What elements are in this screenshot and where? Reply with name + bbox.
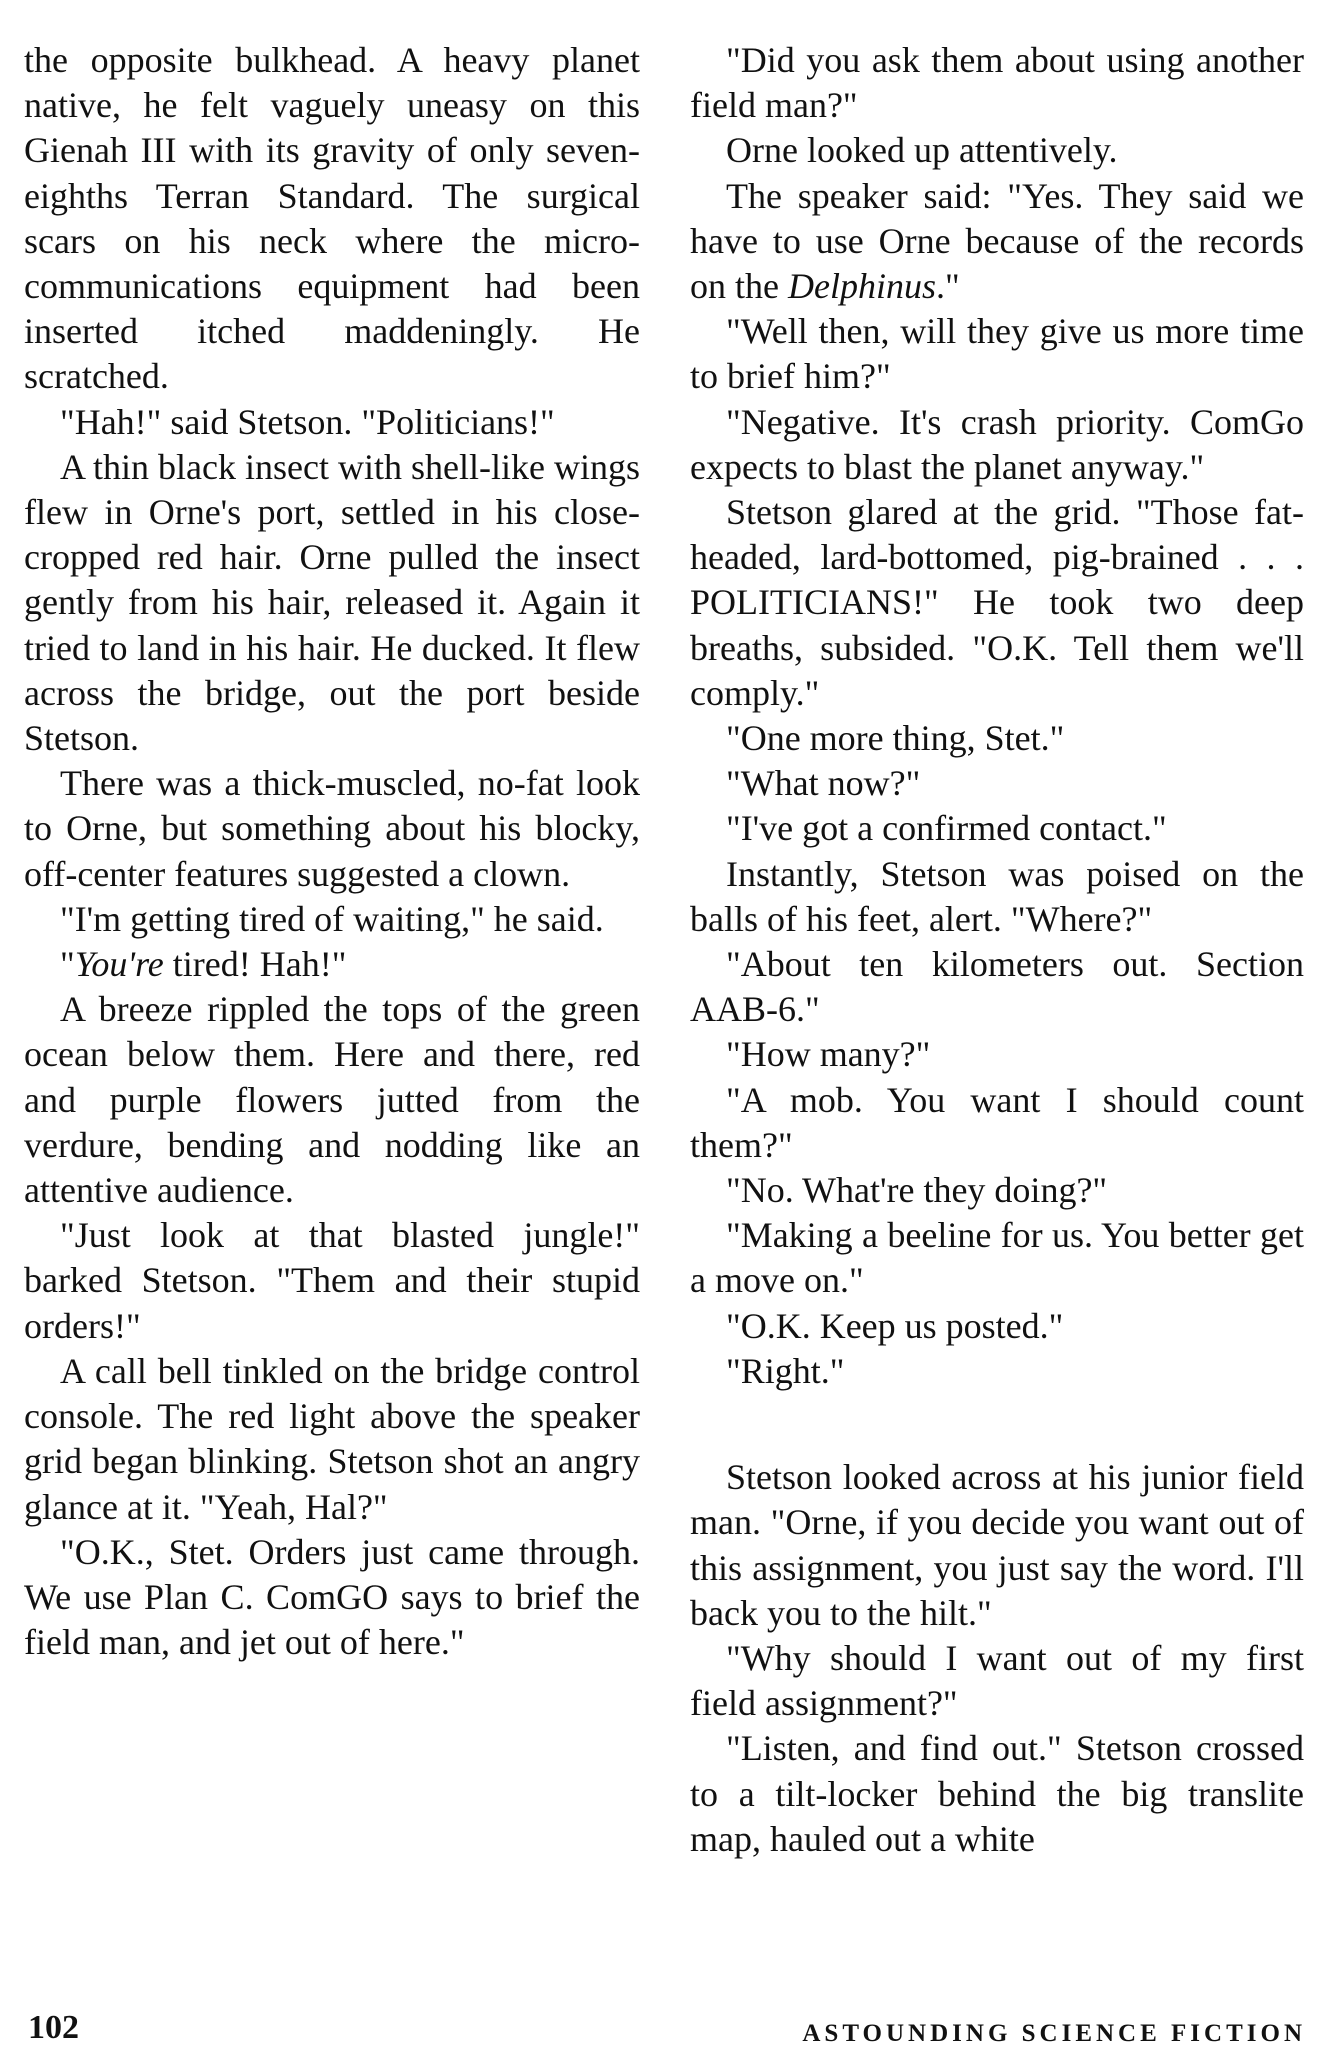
paragraph [690,174,1304,310]
paragraph-tail: tired! Hah!" [163,944,347,985]
paragraph: "No. What're they doing?" [726,1170,1108,1211]
paragraph: Stetson looked across at his junior field man. "Orne, if you decide you want out of this assignment, you just say the word. I'll back you to the hilt." [690,1457,1304,1633]
paragraph: "O.K., Stet. Orders just came through. We use Plan C. ComGO says to brief the field man, and jet out of here." [24,1531,640,1663]
paragraph: "A mob. You want I should count them?" [690,1079,1304,1165]
paragraph: There was a thick-muscled, no-fat look to Orne, but something about his blocky, off-center features suggested a clown. [24,763,640,894]
paragraph: Orne looked up attentively. [726,130,1118,171]
ship-name: Delphinus [787,266,936,307]
paragraph: "What now?" [726,763,921,804]
paragraph: A breeze rippled the tops of the green ocean below them. Here and there, red and purple flowers jutted from the verdure, bending and nodding like an attentive audience. [24,989,640,1211]
paragraph: "Right." [726,1350,845,1391]
paragraph: the opposite bulkhead. A heavy planet native, he felt vaguely uneasy on this Gienah III with its gravity of only seven-eighths Terran Standard. The surgical scars on his neck where the micro-communications equipment had been inserted itched maddeningly. He scratched. [24,40,640,397]
paragraph-text: The speaker said: "Yes. They said we have to use Orne because of the records on the [690,175,1304,307]
paragraph: "I'm getting tired of waiting," he said. [60,898,604,939]
paragraph: "One more thing, Stet." [726,718,1065,759]
paragraph: Stetson glared at the grid. "Those fat-headed, lard-bottomed, pig-brained . . . POLITICIANS!" He took two deep breaths, subsided. "O.K. Tell them we'll comply." [690,492,1304,713]
paragraph-tail: ." [935,266,960,307]
paragraph: "How many?" [726,1034,931,1075]
paragraph: "Well then, will they give us more time to brief him?" [690,311,1304,397]
paragraph: "Making a beeline for us. You better get a move on." [690,1215,1304,1301]
section-break [690,1394,1304,1455]
paragraph: "Why should I want out of my first field assignment?" [690,1637,1304,1724]
right-column [690,38,1304,1862]
open-quote: " [60,944,75,985]
paragraph: "I've got a confirmed contact." [726,808,1167,849]
paragraph: A call bell tinkled on the bridge control console. The red light above the speaker grid began blinking. Stetson shot an angry glance at it. "Yeah, Hal?" [24,1350,640,1527]
paragraph: "Hah!" said Stetson. "Politicians!" [60,401,555,442]
paragraph: "Listen, and find out." Stetson crossed to a tilt-locker behind the big translite map, hauled out a white [690,1728,1304,1859]
page-number: 102 [28,2009,79,2046]
paragraph: "Negative. It's crash priority. ComGo expects to blast the planet anyway." [690,401,1304,487]
paragraph: Instantly, Stetson was poised on the balls of his feet, alert. "Where?" [690,853,1304,939]
paragraph: "About ten kilometers out. Section AAB-6." [690,944,1304,1030]
paragraph: "Did you ask them about using another field man?" [690,40,1304,126]
paragraph: "Just look at that blasted jungle!" barked Stetson. "Them and their stupid orders!" [24,1215,640,1346]
paragraph [24,942,640,987]
left-column [24,38,640,1665]
magazine-title: ASTOUNDING SCIENCE FICTION [802,2020,1306,2047]
emphasis-text: You're [74,944,164,985]
paragraph: A thin black insect with shell-like wings flew in Orne's port, settled in his close-cropped red hair. Orne pulled the insect gently from his hair, released it. Again it tried to land in his hair. He ducked. It flew across the bridge, out the port beside Stetson. [24,446,640,759]
paragraph: "O.K. Keep us posted." [726,1305,1064,1346]
